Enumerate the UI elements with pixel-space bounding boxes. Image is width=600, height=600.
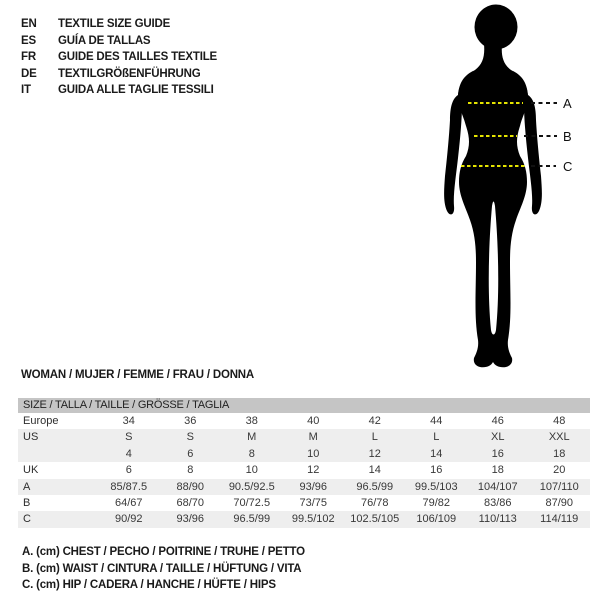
size-cell: 20 [553,464,566,477]
hip-marker-letter: C [563,159,573,174]
size-cell: 68/70 [176,496,205,509]
silhouette-body [458,44,528,367]
chest-marker-letter: A [563,96,572,111]
size-table-header: SIZE / TALLA / TAILLE / GRÖSSE / TAGLIA [18,398,590,413]
size-cell: 110/113 [478,513,517,526]
size-table [18,398,590,528]
size-cell: 93/96 [176,513,205,526]
size-cell: 93/96 [299,480,328,493]
language-code: FR [21,51,36,63]
waist-marker-letter: B [563,129,572,144]
size-cell: 90.5/92.5 [228,480,275,493]
language-code: EN [21,18,37,30]
size-cell: 96.5/99 [356,480,394,493]
size-cell: 42 [368,415,381,427]
size-cell: L [433,431,440,444]
size-cell: 16 [491,447,504,460]
table-row [18,462,590,478]
size-cell: 16 [430,464,443,477]
legend-line: B. (cm) WAIST / CINTURA / TAILLE / HÜFTUNG / VITA [22,562,302,575]
size-cell: 38 [245,415,258,427]
size-table-body [18,413,590,528]
size-cell: L [371,431,378,444]
size-cell: 40 [307,415,320,427]
language-title: GUIDA ALLE TAGLIE TESSILI [58,84,214,96]
size-cell: 18 [491,464,504,477]
size-cell: 102.5/105 [350,513,400,526]
table-row [18,511,590,527]
size-cell: 107/110 [539,480,579,493]
size-cell: 14 [368,464,381,477]
measurement-legend [22,544,305,594]
size-cell: 8 [187,464,194,477]
silhouette-head [475,5,518,50]
size-cell: 76/78 [360,496,389,509]
row-label: Europe [23,415,59,427]
size-cell: 12 [307,464,320,477]
section-title: WOMAN / MUJER / FEMME / FRAU / DONNA [21,369,255,381]
size-cell: 8 [248,447,255,460]
size-cell: 79/82 [422,496,451,509]
language-row [21,66,217,83]
size-cell: 18 [553,447,566,460]
size-cell: XL [491,431,505,444]
size-cell: 114/119 [540,513,579,526]
legend-line: C. (cm) HIP / CADERA / HANCHE / HÜFTE / HIPS [22,579,276,592]
size-cell: 64/67 [114,496,143,509]
size-cell: 99.5/103 [414,480,458,493]
language-code: IT [21,84,31,96]
size-cell: S [125,431,133,444]
size-cell: 6 [187,447,194,460]
language-row [21,82,217,99]
size-cell: 104/107 [477,480,518,493]
table-row [18,495,590,511]
language-title: TEXTILE SIZE GUIDE [58,18,171,30]
size-cell: 85/87.5 [110,480,148,493]
size-cell: 106/109 [416,513,457,526]
language-row [21,33,217,50]
row-label [18,446,98,462]
size-cell: 70/72.5 [233,496,271,509]
language-code: ES [21,34,36,47]
size-cell: 6 [125,464,132,477]
table-row [18,413,590,429]
size-cell: 83/86 [483,496,512,509]
size-cell: 36 [184,415,197,427]
size-cell: 44 [430,415,443,427]
language-title: TEXTILGRÖßENFÜHRUNG [58,67,201,80]
woman-silhouette-figure [425,0,600,375]
size-cell: 12 [368,447,381,460]
size-cell: 96.5/99 [233,513,271,526]
row-label: A [23,480,31,493]
language-title: GUIDE DES TAILLES TEXTILE [58,51,217,63]
size-cell: M [247,431,257,444]
size-cell: 48 [553,415,566,427]
size-cell: 73/75 [299,496,328,509]
size-cell: 90/92 [114,513,143,526]
table-row [18,429,590,445]
table-row [18,479,590,495]
size-cell: 46 [491,415,504,427]
row-label: US [23,431,39,444]
row-label: B [23,496,31,509]
size-cell: XXL [548,431,570,444]
size-cell: 10 [245,464,258,477]
row-label: C [23,513,31,526]
size-cell: 87/90 [545,496,574,509]
language-list [21,16,217,99]
size-cell: 88/90 [176,480,205,493]
legend-line: A. (cm) CHEST / PECHO / POITRINE / TRUHE / PETTO [22,546,305,558]
size-cell: 4 [125,447,132,460]
size-cell: S [186,431,194,444]
row-label: UK [23,464,39,477]
language-title: GUÍA DE TALLAS [58,34,151,47]
table-row [18,446,590,462]
language-code: DE [21,67,37,80]
size-cell: 10 [307,447,320,460]
measurement-figure [425,0,600,375]
size-cell: 34 [122,415,135,427]
size-cell: M [308,431,318,444]
size-cell: 99.5/102 [291,513,335,526]
language-row [21,49,217,66]
size-cell: 14 [430,447,443,460]
language-row [21,16,217,33]
